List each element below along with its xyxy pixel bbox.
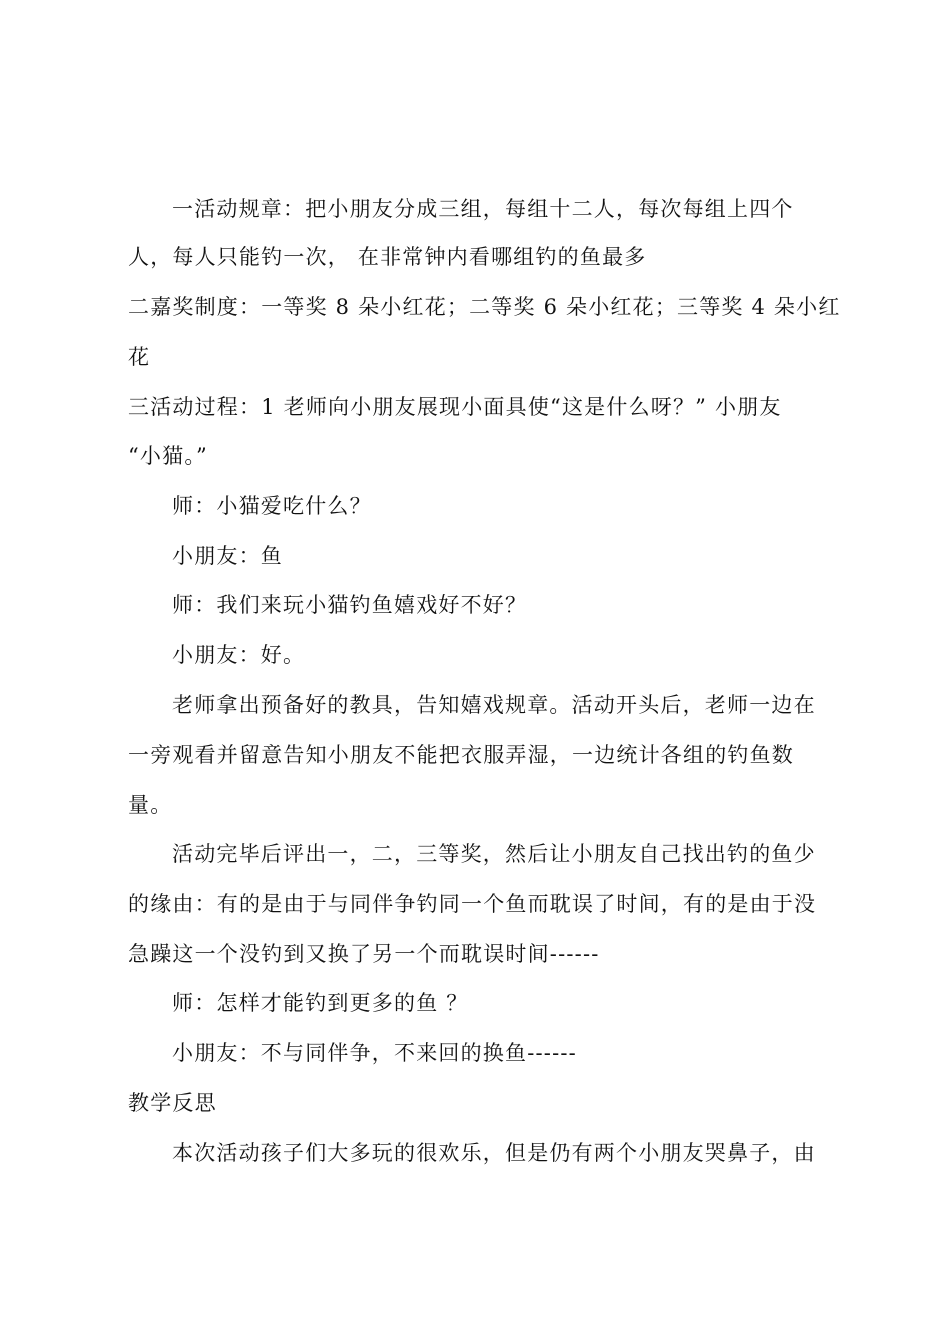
paragraph-process-line-2: “小猫。” [128,444,208,468]
dialogue-children-3: 小朋友：不与同伴争，不来回的换鱼------ [172,1041,577,1065]
dialogue-children-1: 小朋友：鱼 [172,544,283,568]
dialogue-teacher-3: 师：怎样才能钓到更多的鱼 ？ [172,991,469,1015]
dialogue-children-2: 小朋友：好。 [172,643,306,667]
dialogue-teacher-2: 师：我们来玩小猫钓鱼嬉戏好不好？ [172,593,528,617]
paragraph-teacher-action-line-3: 量。 [128,793,173,817]
paragraph-rules-line-1: 一活动规章：把小朋友分成三组，每组十二人，每次每组上四个 [172,197,794,221]
section-heading-teaching-reflection: 教学反思 [128,1091,217,1115]
paragraph-rules-line-2: 人，每人只能钓一次， 在非常钟内看哪组钓的鱼最多 [128,245,647,269]
paragraph-teacher-action-line-1: 老师拿出预备好的教具，告知嬉戏规章。活动开头后，老师一边在 [172,693,816,717]
paragraph-evaluation-line-1: 活动完毕后评出一，二，三等奖，然后让小朋友自己找出钓的鱼少 [172,842,816,866]
paragraph-evaluation-line-3: 急躁这一个没钓到又换了另一个而耽误时间------ [128,942,600,966]
paragraph-awards-line-1: 二嘉奖制度：一等奖 8 朵小红花；二等奖 6 朵小红花；三等奖 4 朵小红 [128,295,841,319]
paragraph-evaluation-line-2: 的缘由：有的是由于与同伴争钓同一个鱼而耽误了时间，有的是由于没 [128,892,817,916]
dialogue-teacher-1: 师：小猫爱吃什么？ [172,494,372,518]
paragraph-awards-line-2: 花 [128,345,151,369]
paragraph-reflection-line-1: 本次活动孩子们大多玩的很欢乐，但是仍有两个小朋友哭鼻子，由 [172,1141,816,1165]
paragraph-process-line-1: 三活动过程：1 老师向小朋友展现小面具使“这是什么呀？” 小朋友 [128,395,782,419]
paragraph-teacher-action-line-2: 一旁观看并留意告知小朋友不能把衣服弄湿，一边统计各组的钓鱼数 [128,743,794,767]
